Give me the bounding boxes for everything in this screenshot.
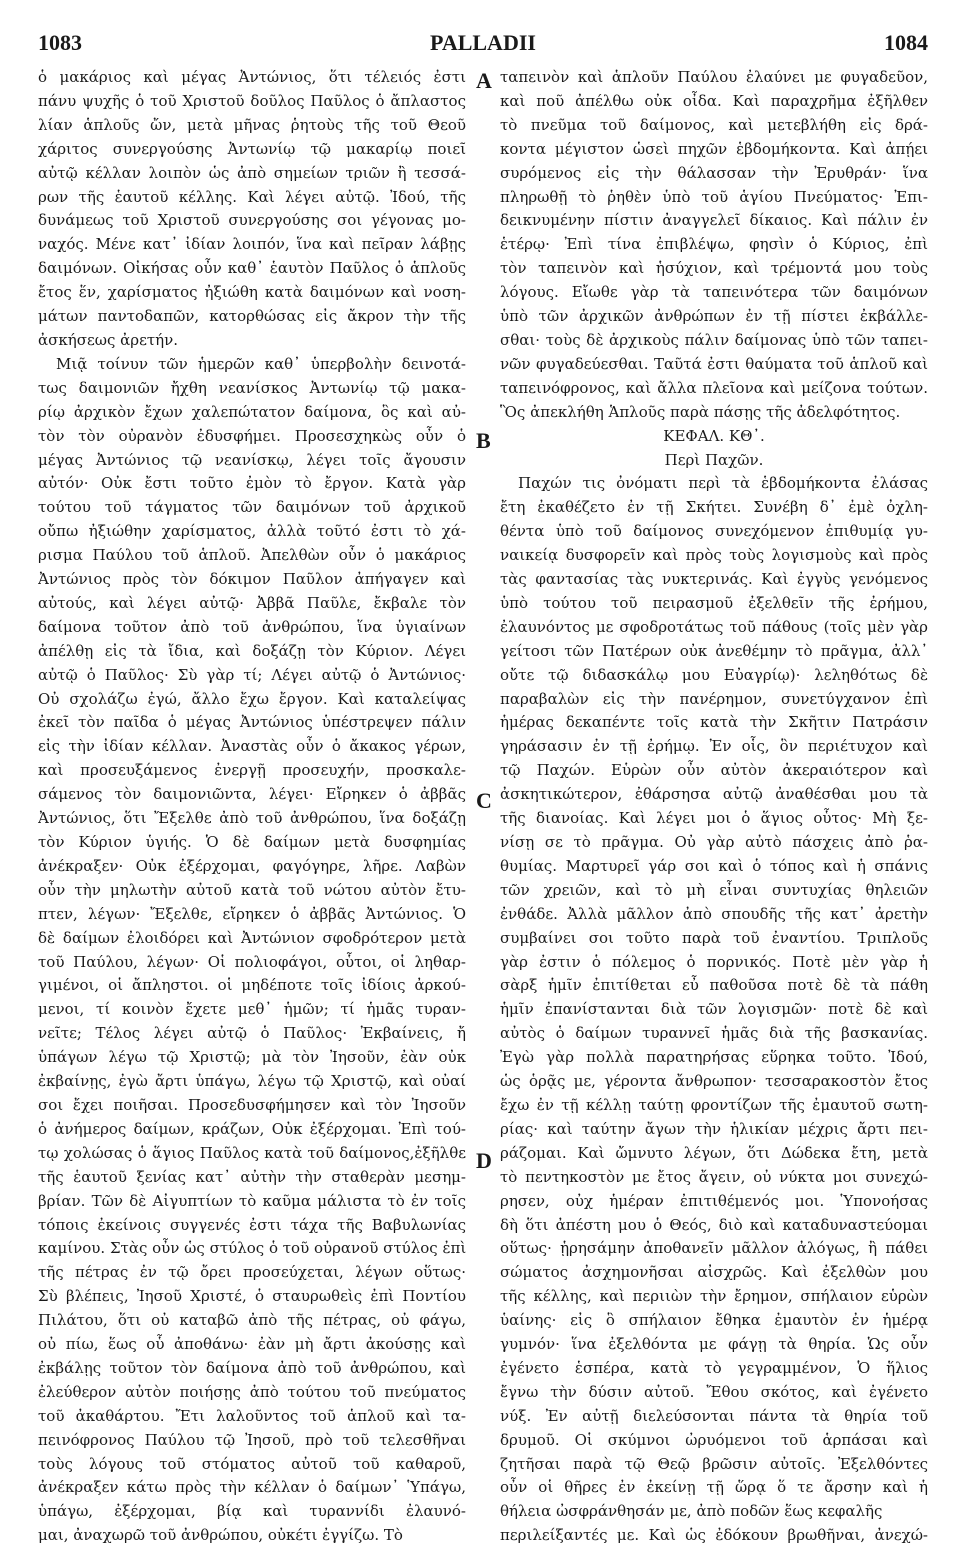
text-line: αὐτὸς ὁ δαίμων τυραννεῖ ἡμᾶς διὰ τῆς βασκανίας.	[500, 1024, 928, 1043]
text-line: Ἀντώνιος πρὸς τὸν δόκιμον Παῦλον ἀπήγαγεν καὶ	[38, 570, 466, 589]
text-line: οὔτε τῷ διδασκάλῳ μου Εὐαγρίῳ)· λεληθότως δὲ	[500, 665, 928, 684]
text-line: αὐτῷ ὁ Παῦλος· Σὺ γὰρ τί; Λέγει αὐτῷ ὁ Ἀντώνιος·	[38, 665, 466, 684]
text-line: αὐτόν· Οὐκ ἔστι τοῦτο ἐμὸν τὸ ἔργον. Κατὰ γὰρ	[38, 474, 466, 493]
text-line: Ὃς ἀπεκλήθη Ἁπλοῦς παρὰ πάσῃς τῆς ἀδελφότητος.	[500, 402, 901, 421]
text-line: μάτων παντοδαπῶν, κατορθώσας εἰς ἄκρον τὴν τῆς	[38, 307, 466, 326]
text-line: Περὶ Παχῶν.	[664, 450, 764, 469]
text-line: Πιλάτου, ὅτι οὐ καταβῶ ἀπὸ τῆς πέτρας, οὐ φάγω,	[38, 1311, 466, 1330]
text-line: λίαν ἁπλοῦς ὤν, μετὰ μῆνας ῥητοὺς τῆς τοῦ Θεοῦ	[38, 115, 466, 134]
text-line: ὁ ἀνήμερος δαίμων, κράζων, Οὐκ ἐξέρχομαι. Ἐπὶ τού-	[38, 1119, 466, 1138]
text-line: αὐτούς, καὶ λέγει αὐτῷ· Ἀββᾶ Παῦλε, ἔκβαλε τὸν	[38, 593, 466, 612]
text-line: ράζομαι. Καὶ ὤμνυτο λέγων, ὅτι Δώδεκα ἔτη, μετὰ	[500, 1143, 928, 1162]
text-line: Μιᾷ τοίνυν τῶν ἡμερῶν καθ᾽ ὑπερβολὴν δεινοτά-	[56, 354, 466, 373]
text-line: μέγας Ἀντώνιος τῷ νεανίσκῳ, λέγει τοῖς ἄγουσιν	[38, 450, 466, 469]
text-line: ὑπὸ τῶν ἀρχικῶν ἀνθρώπων ἐν τῇ πίστει ἐκβάλλε-	[500, 307, 928, 326]
margin-marker-d: D	[476, 1148, 492, 1173]
text-line: ἀσκητικώτερον, ἐθάρσησα αὐτῷ ἀναθέσθαι μου τὰ	[500, 785, 928, 804]
text-line: πτεν, λέγων· Ἔξελθε, εἴρηκεν ὁ ἀββᾶς Ἀντώνιος. Ὁ	[38, 904, 466, 923]
text-line: σώματος ἀσχημονῆσαι αἰσχρῶς. Καὶ ἐξελθὼν μου	[500, 1263, 928, 1282]
text-line: σοι ἔχει ποιῆσαι. Προσεδυσφήμησεν καὶ τὸν Ἰησοῦν	[38, 1095, 466, 1114]
text-line: θυμίας. Μαρτυρεῖ γάρ σοι καὶ ὁ τόπος καὶ ἡ σπάνις	[500, 856, 928, 875]
text-line: τοῦ ἀκαθάρτου. Ἔτι λαλοῦντος τοῦ ἁπλοῦ καὶ τα-	[38, 1406, 466, 1425]
text-line: γυμνόν· ἵνα ἐξελθόντα με φάγῃ τὰ θηρία. Ὡς οὖν	[500, 1335, 928, 1354]
text-line: πληρωθῇ τὸ ῥηθὲν ὑπὸ τοῦ ἁγίου Πνεύματος· Ἐπι-	[500, 187, 928, 206]
text-line: παραβαλὼν εἰς τὴν πανέρημον, συνετύγχανον ἐπὶ	[500, 689, 928, 708]
text-line: Παχών τις ὀνόματι περὶ τὰ ἑβδομήκοντα ἐλάσας	[518, 474, 928, 493]
text-line: τὸ πνεῦμα τοῦ δαίμονος, καὶ μετεβλήθη εἰς δρά-	[500, 115, 928, 134]
text-line: χάριτος συνεργούσης Ἀντωνίῳ τῷ μακαρίῳ ποιεῖ	[38, 139, 466, 158]
text-line: τὸν τὸν οὐρανὸν ἐδυσφήμει. Προσεσχηκὼς οὖν ὁ	[38, 426, 466, 445]
text-line: ἐλαυνόντος με σφοδροτάτως τοῦ πάθους (τοῖς μὲν γὰρ	[500, 617, 928, 636]
text-line: εἰς τὴν ἰδίαν κέλλαν. Ἀναστὰς οὖν ὁ ἄκακος γέρων,	[38, 737, 466, 756]
text-line: ὑπάγων λέγω τῷ Χριστῷ; μὰ τὸν Ἰησοῦν, ἐὰν οὐκ	[38, 1048, 466, 1067]
text-line: σθαι· τοὺς δὲ ἀρχικοὺς πάλιν δαίμονας ὑπὸ τῶν ταπει-	[500, 330, 928, 349]
text-line: ἡμέρας δεκαπέντε τοῖς κατὰ τὴν Σκῆτιν Πατράσιν	[500, 713, 928, 732]
text-line: καμίνου. Στὰς οὖν ὡς στύλος ὁ τοῦ οὐρανοῦ στύλος ἐπὶ	[38, 1239, 466, 1258]
text-line: ναχός. Μένε κατ᾽ ἰδίαν λοιπόν, ἵνα καὶ πεῖραν λάβῃς	[38, 235, 466, 254]
text-line: καὶ προσευξάμενος ἐνεργῇ προσευχήν, προσκαλε-	[38, 761, 466, 780]
text-line: οὐ πίω, ἕως οὗ ἀποθάνω· ἐὰν μὴ ἄρτι ἀκούσῃς καὶ	[38, 1335, 466, 1354]
text-line: ρων τῆς ἑαυτοῦ κέλλης. Καὶ λέγει αὐτῷ. Ἰδού, τῆς	[38, 187, 466, 206]
text-line: τὸν ταπεινὸν καὶ ἡσύχιον, καὶ τρέμοντά μου τοὺς	[500, 259, 928, 278]
text-line: ζητῆσαι παρὰ τῷ Θεῷ βρῶσιν αὐτοῖς. Ἐξελθόντες	[500, 1454, 928, 1473]
text-line: δαίμονα τοῦτον ἀπὸ τοῦ ἀνθρώπου, ἵνα ὑγιαίνων	[38, 617, 466, 636]
text-line: ἀνέκραξεν· Οὐκ ἐξέρχομαι, φαγόγηρε, λῆρε. Λαβὼν	[38, 856, 466, 875]
text-line: ἔτος ἕν, χαρίσματος ἠξιώθη κατὰ δαιμόνων καὶ νοση-	[38, 283, 466, 302]
text-line: Σὺ βλέπεις, Ἰησοῦ Χριστέ, ὁ σταυρωθεὶς ἐπὶ Ποντίου	[38, 1287, 466, 1306]
text-line: γείτοσι τῶν Πατέρων οὐκ ἀνεθέμην τὸ πρᾶγμα, ἀλλ᾽	[500, 641, 928, 660]
text-line: λόγους. Εἴωθε γὰρ τὰ ταπεινότερα τῶν δαιμόνων	[500, 283, 928, 302]
text-line: δεικνυμένην πίστιν ἀναγγελεῖ δίκαιος. Καὶ πάλιν ἐν	[500, 211, 928, 230]
text-line: τως δαιμονιῶν ἤχθη νεανίσκος Ἀντωνίῳ τῷ μακα-	[38, 378, 466, 397]
text-line: ἐκεῖ τὸν παῖδα ὁ μέγας Ἀντώνιος ὑπέστρεψεν πάλιν	[38, 713, 466, 732]
margin-marker-c: C	[476, 788, 492, 813]
text-line: ΚΕΦΑΛ. ΚΘ᾽.	[663, 426, 765, 445]
text-line: Οὐ σχολάζω ἐγώ, ἄλλο ἔχω ἔργον. Καὶ καταλείψας	[38, 689, 466, 708]
text-line: τοὺς λόγους τοῦ στόματος αὐτοῦ τοῦ καθαροῦ,	[38, 1454, 466, 1473]
text-line: οὕτως· ᾑρησάμην ἀποθανεῖν μᾶλλον ἀλόγως, ἢ πάθει	[500, 1239, 928, 1258]
text-line: τῷ Παχών. Εὑρὼν οὖν αὐτὸν ἀκεραιότερον καὶ	[500, 761, 928, 780]
text-line: ἐκβαίνῃς, ἐγὼ ἄρτι ὑπάγω, λέγω τῷ Χριστῷ, καὶ οὐαί	[38, 1072, 466, 1091]
text-line: ἐλεύθερον αὐτὸν ποιήσῃς ἀπὸ τούτου τοῦ πνεύματος	[38, 1382, 466, 1401]
text-line: θέντα ὑπὸ τοῦ δαίμονος συνεχόμενον ἐπιθυμίᾳ γυ-	[500, 522, 928, 541]
text-line: ἀνέκραξεν κάτω πρὸς τὴν κέλλαν ὁ δαίμων᾽ Ὑπάγω,	[38, 1478, 466, 1497]
text-line: τῆς ἑαυτοῦ ξενίας κατ᾽ αὐτὴν τὴν σταθερὰν μεσημ-	[38, 1167, 466, 1186]
text-line: τὰς φαντασίας τὰς νυκτερινάς. Καὶ ἐγγὺς γενόμενος	[500, 570, 928, 589]
text-line: αὐτῷ κέλλαν λοιπὸν ὡς ἀπὸ σημείων τριῶν ἢ τεσσά-	[38, 163, 466, 182]
text-line: ἡμῖν ἐπανίστανται διὰ τῶν λογισμῶν· ποτὲ δὲ καὶ	[500, 1000, 928, 1019]
text-line: νίσῃ σε τὸ πρᾶγμα. Οὐ γὰρ αὐτὸ πάσχεις ἀπὸ ῥα-	[500, 833, 928, 851]
text-line: νεῖτε; Τέλος λέγει αὐτῷ ὁ Παῦλος· Ἐκβαίνεις, ἤ	[38, 1024, 466, 1043]
text-line: δαιμόνων. Οἰκήσας οὖν καθ᾽ ἑαυτὸν Παῦλος ὁ ἁπλοῦς	[38, 259, 466, 278]
text-line: ἔγνω τὴν δύσιν αὐτοῦ. Ἔθου σκότος, καὶ ἐγένετο	[500, 1382, 928, 1401]
text-line: δὲ δαίμων ἐλοιδόρει καὶ Ἀντώνιον σφοδρότερον μετὰ	[38, 928, 466, 947]
left-column	[38, 66, 466, 1548]
text-line: ὑπάγω, ἐξέρχομαι, βίᾳ καὶ τυραννίδι ἐλαυνό-	[38, 1502, 466, 1521]
text-line: ρησεν, οὐχ ἡμέραν ἐπιτιθέμενός μοι. Ὑπονοήσας	[500, 1191, 928, 1210]
right-column	[500, 66, 928, 1548]
text-line: τῆς διανοίας. Καὶ λέγει μοι ὁ ἅγιος οὗτος· Μὴ ξε-	[500, 809, 928, 828]
text-line: ρίῳ ἀρχικὸν ἔχων χαλεπώτατον δαίμονα, ὃς καὶ αὐ-	[38, 402, 466, 421]
text-line: ναικείᾳ δυσφορεῖν καὶ πρὸς τοὺς λογισμοὺς καὶ πρὸς	[500, 546, 928, 565]
text-line: γὰρ ἐστιν ὁ πόλεμος ὁ πορνικός. Ποτὲ μὲν γὰρ ἡ	[500, 952, 928, 971]
text-line: συρόμενος εἰς τὴν θάλασσαν τὴν Ἐρυθράν· ἵνα	[500, 163, 928, 182]
text-line: νύξ. Ἐν αὐτῇ διελεύσονται πάντα τὰ θηρία τοῦ	[500, 1406, 928, 1425]
page-number-left: 1083	[38, 30, 82, 55]
text-line: ὑπὸ τούτου τοῦ πειρασμοῦ ἐξελθεῖν τῆς ἐρήμου,	[500, 593, 928, 612]
text-line: ἀσκήσεως ἀρετήν.	[38, 330, 179, 349]
text-line: ἀπέλθῃ εἰς τὰ ἴδια, καὶ δοξάζῃ τὸν Κύριον. Λέγει	[38, 641, 466, 660]
text-line: ἔτη ἐκαθέζετο ἐν τῇ Σκήτει. Συνέβη δ᾽ ἐμὲ ὀχλη-	[500, 498, 928, 517]
text-line: ρισμα Παύλου τοῦ ἁπλοῦ. Ἀπελθὼν οὖν ὁ μακάριος	[38, 546, 466, 565]
text-line: ἑτέρῳ· Ἐπὶ τίνα ἐπιβλέψω, φησὶν ὁ Κύριος, ἐπὶ	[500, 235, 928, 254]
text-line: περιλείξαντές με. Καὶ ὡς ἐδόκουν βρωθῆναι, ἀνεχώ-	[500, 1526, 928, 1545]
text-line: τόποις ἐκείνοις συγγενές ἐστι τάχα τῆς Βαβυλωνίας	[38, 1215, 466, 1234]
text-line: γηράσασιν ἐν τῇ ἐρήμῳ. Ἐν οἷς, ὃν περιέτυχον καὶ	[500, 737, 928, 756]
text-line: τὸ πεντηκοστὸν με ἔτος ἄγειν, οὐ νύκτα μοι συνεχώ-	[500, 1167, 928, 1186]
text-line: ἐγένετο ἑσπέρα, κατὰ τὸ γεγραμμένον, Ὁ ἥλιος	[500, 1358, 928, 1377]
text-line: δὴ ὅτι ἀπέστη μου ὁ Θεός, διὸ καὶ καταδυναστεύομαι	[500, 1215, 928, 1234]
text-line: Ἐγὼ γὰρ πολλὰ παρατηρήσας εὕρηκα τοῦτο. Ἰδού,	[500, 1048, 928, 1067]
text-line: τῳ χολώσας ὁ ἅγιος Παῦλος κατὰ τοῦ δαίμονος,ἐξῆλθε	[38, 1143, 466, 1162]
text-line: κοντα μέγιστον ὡσεὶ πηχῶν ἑβδομήκοντα. Καὶ ἀπῄει	[500, 139, 928, 158]
text-line: πεινόφρονος Παύλου τῷ Ἰησοῦ, πρὸ τοῦ τελεσθῆναι	[38, 1430, 466, 1449]
text-line: ἔχω ἐν τῇ κέλλῃ ταύτῃ φροντίζων τῆς ἐμαυτοῦ σωτη-	[500, 1095, 928, 1114]
margin-marker-a: A	[476, 68, 492, 93]
text-line: ὁ μακάριος καὶ μέγας Ἀντώνιος, ὅτι τέλειός ἐστι	[38, 68, 466, 86]
text-line: θήλεια ὠσφράνθησάν με, ἀπὸ ποδῶν ἕως κεφαλῆς	[500, 1502, 883, 1521]
margin-marker-b: B	[476, 428, 491, 453]
text-line: τῆς κέλλης, καὶ περιιὼν τὴν ἔρημον, σπήλαιον εὑρὼν	[500, 1287, 928, 1306]
text-line: οὖν τὴν μηλωτὴν αὐτοῦ κατὰ τοῦ νώτου αὐτὸν ἔτυ-	[38, 880, 466, 899]
text-line: τῆς πέτρας ἐν τῷ ὄρει προσεύχεται, λέγων οὕτως·	[38, 1263, 466, 1282]
text-line: νῶν φυγαδεύεσθαι. Ταῦτά ἐστι θαύματα τοῦ ἁπλοῦ καὶ	[500, 354, 928, 373]
text-line: τούτου τοῦ τάγματος τῶν δαιμόνων τοῦ ἀρχικοῦ	[38, 498, 466, 517]
text-line: ἐκβάλῃς τοῦτον τὸν δαίμονα ἀπὸ τοῦ ἀνθρώπου, καὶ	[38, 1358, 466, 1377]
text-line: βρίαν. Τῶν δὲ Αἰγυπτίων τὸ καῦμα μάλιστα τὸ ἐν τοῖς	[38, 1191, 466, 1210]
running-title: PALLADII	[430, 30, 536, 55]
text-line: οὖν οἱ θῆρες ἐν ἐκείνῃ τῇ ὥρᾳ ὅ τε ἄρσην καὶ ἡ	[500, 1478, 928, 1497]
text-line: σάμενος τὸν δαιμονιῶντα, λέγει· Εἴρηκεν ὁ ἀββᾶς	[38, 785, 466, 804]
page-number-right: 1084	[884, 30, 928, 55]
text-line: τῶν χρειῶν, καὶ τὸ μὴ εἶναι συντυχίας θηλειῶν	[500, 880, 928, 899]
text-line: καὶ ποῦ ἀπέλθω οὐκ οἶδα. Καὶ παραχρῆμα ἐξῆλθεν	[500, 91, 928, 110]
text-line: ἐνθάδε. Ἀλλὰ μᾶλλον ἀπὸ σπουδῆς τῆς κατ᾽ ἀρετὴν	[500, 904, 928, 923]
text-line: πάνυ ψυχῆς ὁ τοῦ Χριστοῦ δοῦλος Παῦλος ὁ ἄπλαστος	[38, 91, 466, 110]
text-line: οὔπω ἠξιώθην χαρίσματος, ἀλλὰ τοῦτό ἐστι τὸ χά-	[38, 522, 466, 541]
text-line: ταπεινὸν καὶ ἁπλοῦν Παύλου ἐλαύνει με φυγαδεῦον,	[500, 68, 928, 86]
text-line: ταπεινόφρονος, καὶ ἄλλα πλεῖονα καὶ μείζονα τούτων.	[500, 378, 928, 397]
text-line: μαι, ἀναχωρῶ τοῦ ἀνθρώπου, οὐκέτι ἐγγίζω. Τὸ	[38, 1526, 403, 1545]
text-line: ὡς ὁρᾷς με, γέροντα ἄνθρωπον· τεσσαρακοστὸν ἔτος	[500, 1072, 928, 1091]
text-line: τὸν Κύριον ὑγιής. Ὁ δὲ δαίμων μετὰ δυσφημίας	[38, 833, 466, 851]
text-line: μενοι, τί κοινὸν ἔχετε μεθ᾽ ἡμῶν; τί ἡμᾶς τυραν-	[38, 1000, 466, 1019]
text-line: συμβαίνει σοι τοῦτο παρὰ τοῦ ἐναντίου. Τριπλοῦς	[500, 928, 928, 947]
text-line: γιμένοι, οἱ ἄπληστοι. οἱ μηδέποτε τοῖς ἰδίοις ἀρκού-	[38, 976, 466, 995]
text-line: τοῦ Παύλου, λέγων· Οἱ πολιοφάγοι, οὗτοι, οἱ ληθαρ-	[38, 952, 466, 971]
text-line: δρυμοῦ. Οἱ σκύμνοι ὠρυόμενοι τοῦ ἁρπάσαι καὶ	[500, 1430, 928, 1449]
text-line: δυνάμεως τοῦ Χριστοῦ συνεργούσης σοι γέγονας μο-	[38, 211, 466, 230]
text-line: ρίας· καὶ ταύτην ἄγων τὴν ἡλικίαν μέχρις ἄρτι πει-	[500, 1119, 928, 1138]
text-line: Ἀντώνιος, ὅτι Ἔξελθε ἀπὸ τοῦ ἀνθρώπου, ἵνα δοξάζῃ	[38, 809, 466, 828]
text-line: ὑαίνης· εἰς ὃ σπήλαιον ἔθηκα ἐμαυτὸν ἐν ἡμέρᾳ	[500, 1311, 928, 1330]
text-line: σὰρξ ἡμῖν ἐπιτίθεται εὖ παθοῦσα ποτὲ δὲ τὰ πάθη	[500, 976, 928, 995]
